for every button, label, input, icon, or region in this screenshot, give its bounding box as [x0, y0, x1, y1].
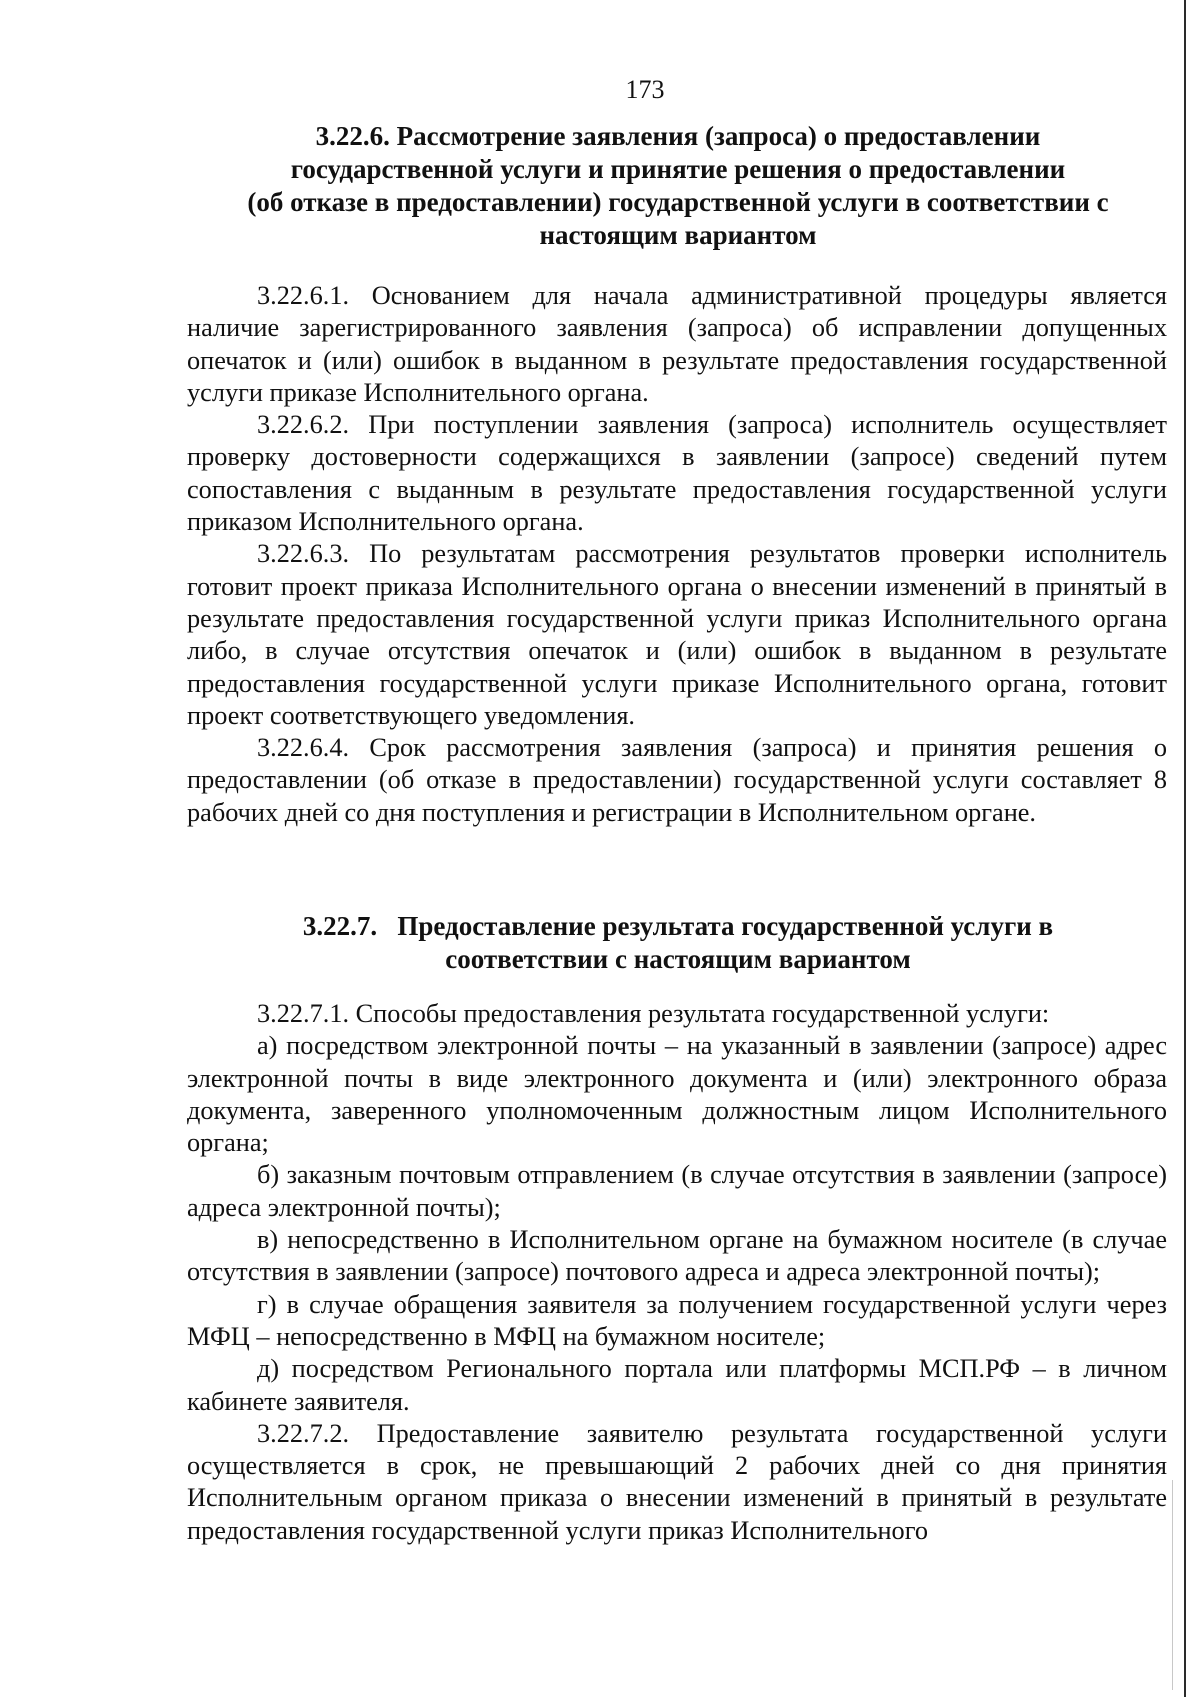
page-number: 173 [625, 75, 665, 104]
section-heading-3-22-7 [188, 910, 1168, 976]
heading-line: (об отказе в предоставлении) государственной услуги в соответствии с [247, 187, 1109, 217]
list-item-b: б) заказным почтовым отправлением (в случае отсутствия в заявлении (запросе) адреса электронной почты); [187, 1160, 1167, 1222]
heading-line: государственной услуги и принятие решения о предоставлении [290, 154, 1066, 184]
paragraph-3-22-6-2: 3.22.6.2. При поступлении заявления (запроса) исполнитель осуществляет проверку достоверности содержащихся в заявлении (запросе) сведений путем сопоставления с выданным в результате предоставления государственной услуги приказом Исполнительного органа. [187, 410, 1167, 537]
page-edge-shadow [1172, 1480, 1173, 1690]
page-edge-line [1184, 0, 1186, 1697]
list-item-d: д) посредством Регионального портала или платформы МСП.РФ – в личном кабинете заявителя. [187, 1354, 1167, 1416]
heading-line: 3.22.7. Предоставление результата государственной услуги в [302, 911, 1054, 941]
section-body-3-22-6 [187, 280, 1167, 829]
paragraph-3-22-7-1: 3.22.7.1. Способы предоставления результата государственной услуги: [257, 999, 1050, 1028]
section-body-3-22-7 [187, 998, 1167, 1547]
list-item-g: г) в случае обращения заявителя за получением государственной услуги через МФЦ – непосредственно в МФЦ на бумажном носителе; [187, 1289, 1167, 1351]
heading-line: 3.22.6. Рассмотрение заявления (запроса) о предоставлении [315, 121, 1041, 151]
section-heading-3-22-6 [188, 120, 1168, 252]
heading-line: соответствии с настоящим вариантом [445, 944, 911, 974]
paragraph-3-22-6-1: 3.22.6.1. Основанием для начала административной процедуры является наличие зарегистрированного заявления (запроса) об исправлении допущенных опечаток и (или) ошибок в выданном в результате предоставления государственной услуги приказе Исполнительного органа. [187, 281, 1167, 407]
paragraph-3-22-7-2: 3.22.7.2. Предоставление заявителю результата государственной услуги осуществляется в срок, не превышающий 2 рабочих дней со дня принятия Исполнительным органом приказа о внесении изменений в принятый в результате предоставления государственной услуги приказ Исполнительного [187, 1418, 1167, 1545]
paragraph-3-22-6-4: 3.22.6.4. Срок рассмотрения заявления (запроса) и принятия решения о предоставлении (об отказе в предоставлении) государственной услуги составляет 8 рабочих дней со дня поступления и регистрации в Исполнительном органе. [187, 733, 1167, 827]
paragraph-3-22-6-3: 3.22.6.3. По результатам рассмотрения результатов проверки исполнитель готовит проект приказа Исполнительного органа о внесении изменений в принятый в результате предоставления государственной услуги приказ Исполнительного органа либо, в случае отсутствия опечаток и (или) ошибок в выданном в результате предоставления государственной услуги приказе Исполнительного органа, готовит проект соответствующего уведомления. [187, 539, 1167, 730]
list-item-v: в) непосредственно в Исполнительном органе на бумажном носителе (в случае отсутствия в заявлении (запросе) почтового адреса и адреса электронной почты); [187, 1225, 1167, 1287]
list-item-a: а) посредством электронной почты – на указанный в заявлении (запросе) адрес электронной почты в виде электронного документа и (или) электронного образа документа, заверенного уполномоченным должностным лицом Исполнительного органа; [187, 1031, 1167, 1158]
heading-line: настоящим вариантом [539, 220, 817, 250]
